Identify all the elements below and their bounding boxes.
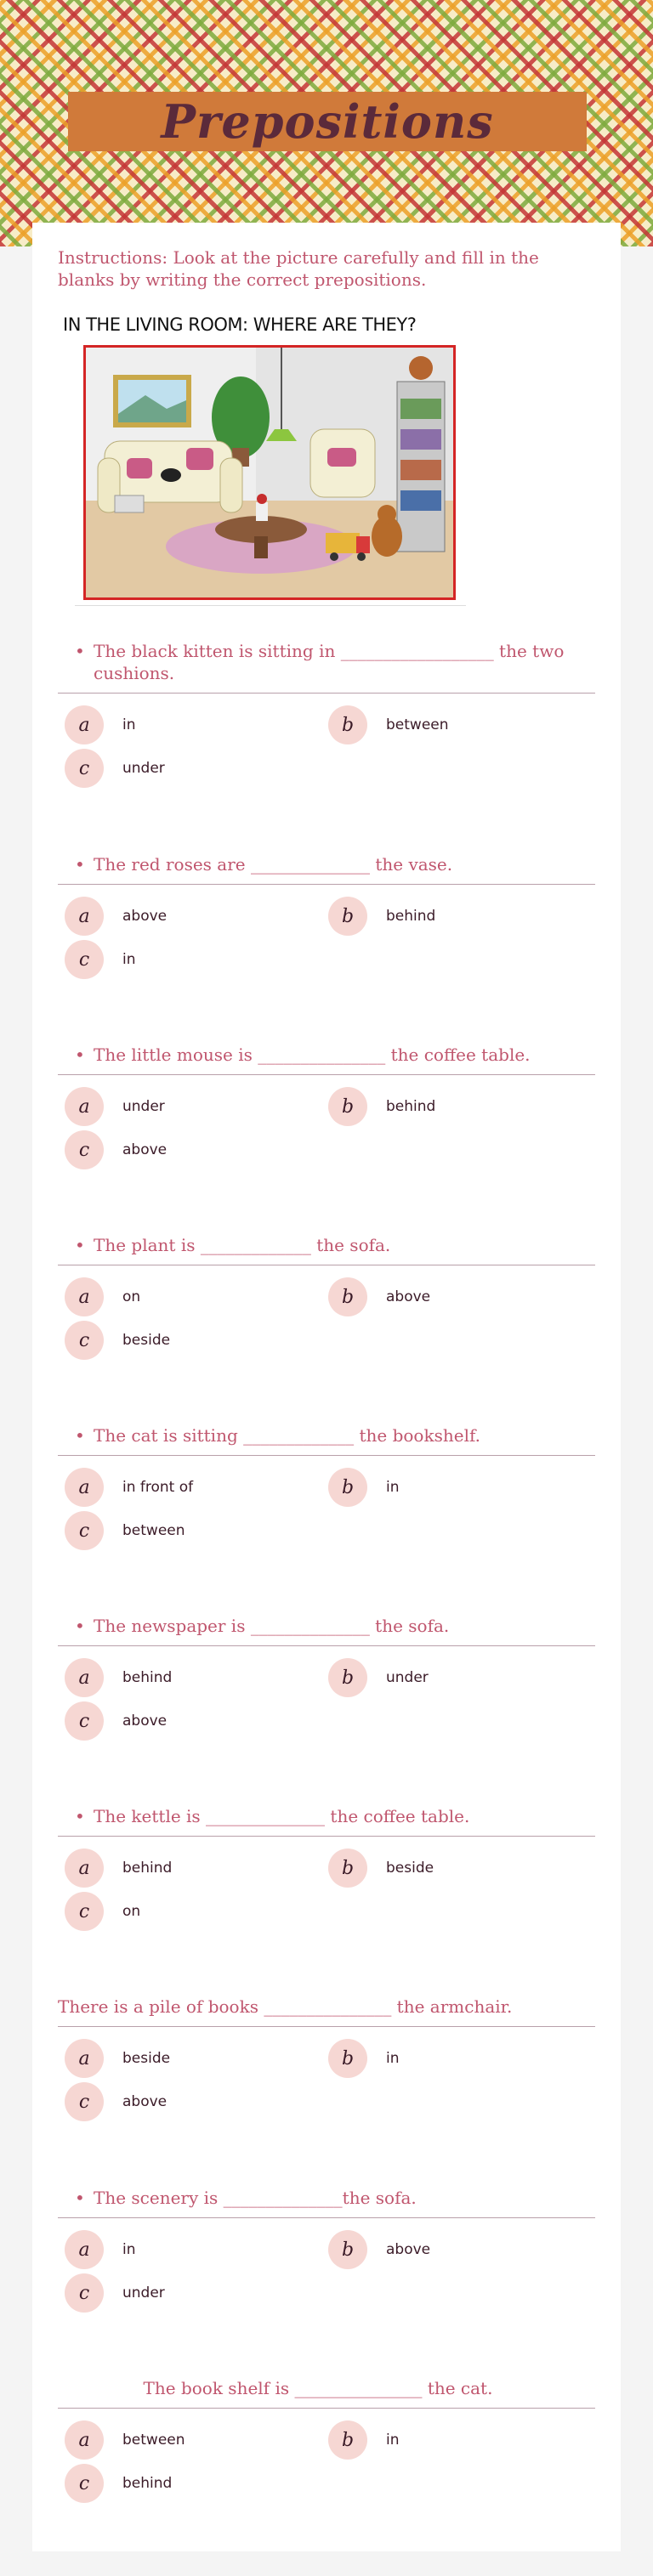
worksheet <box>32 223 621 2551</box>
option-c[interactable] <box>65 1511 185 1550</box>
options <box>58 694 595 787</box>
question-8 <box>58 1996 595 2120</box>
question-2 <box>58 853 595 978</box>
option-c-label: between <box>122 1522 185 1539</box>
option-c-badge: c <box>65 2464 104 2503</box>
option-b-badge: b <box>328 2230 367 2269</box>
scene-heading: IN THE LIVING ROOM: WHERE ARE THEY? <box>63 314 417 335</box>
option-c[interactable] <box>65 940 136 979</box>
living-room-illustration <box>83 345 456 600</box>
options <box>58 2027 595 2120</box>
option-b[interactable] <box>328 1658 429 1697</box>
option-b-badge: b <box>328 1848 367 1888</box>
option-b-badge: b <box>328 1468 367 1507</box>
question-10 <box>58 2377 595 2502</box>
question-1 <box>58 640 595 787</box>
option-a-badge: a <box>65 1468 104 1507</box>
option-b-label: between <box>386 716 449 733</box>
option-b[interactable] <box>328 2420 400 2460</box>
option-c-badge: c <box>65 1892 104 1931</box>
option-a-badge: a <box>65 1277 104 1316</box>
question-text: • The newspaper is ______________ the sofa. <box>58 1615 595 1637</box>
option-c-label: beside <box>122 1332 171 1349</box>
option-b-badge: b <box>328 705 367 744</box>
option-c-badge: c <box>65 1701 104 1741</box>
options <box>58 1456 595 1549</box>
option-b-badge: b <box>328 1087 367 1126</box>
option-a-badge: a <box>65 1087 104 1126</box>
option-a-label: behind <box>122 1669 173 1686</box>
option-c-badge: c <box>65 2082 104 2121</box>
option-a-label: in <box>122 2241 136 2258</box>
option-a[interactable] <box>65 1468 193 1507</box>
question-text: The book shelf is _______________ the cat. <box>143 2378 493 2398</box>
option-a[interactable] <box>65 705 136 744</box>
option-a-label: in <box>122 716 136 733</box>
question-text: • The cat is sitting _____________ the bookshelf. <box>58 1424 595 1447</box>
question-9 <box>58 2187 595 2312</box>
option-b[interactable] <box>328 1468 400 1507</box>
option-c-badge: c <box>65 1321 104 1360</box>
option-b-label: above <box>386 2241 431 2258</box>
living-room-picture <box>86 348 453 597</box>
question-text: • The plant is _____________ the sofa. <box>58 1234 595 1256</box>
option-c[interactable] <box>65 2464 172 2503</box>
option-a[interactable] <box>65 1658 172 1697</box>
option-a-badge: a <box>65 1848 104 1888</box>
option-b[interactable] <box>328 705 449 744</box>
question-text: • The black kitten is sitting in __________________ the two cushions. <box>58 640 595 684</box>
options <box>58 885 595 978</box>
option-a-label: in front of <box>122 1479 194 1496</box>
option-a[interactable] <box>65 1277 140 1316</box>
option-b-label: above <box>386 1288 431 1305</box>
instructions: Instructions: Look at the picture carefully and fill in the blanks by writing the correct prepositions. <box>58 247 539 290</box>
option-a[interactable] <box>65 2420 185 2460</box>
option-b[interactable] <box>328 2039 400 2078</box>
option-c-badge: c <box>65 749 104 788</box>
divider <box>75 605 466 606</box>
option-b-badge: b <box>328 1277 367 1316</box>
question-3 <box>58 1044 595 1169</box>
option-c-badge: c <box>65 1511 104 1550</box>
option-b[interactable] <box>328 1087 435 1126</box>
option-a-badge: a <box>65 1658 104 1697</box>
option-b-badge: b <box>328 2039 367 2078</box>
option-b-badge: b <box>328 1658 367 1697</box>
question-text: There is a pile of books _______________ the armchair. <box>58 1996 513 2017</box>
option-a-label: beside <box>122 2050 171 2067</box>
option-c[interactable] <box>65 2273 165 2313</box>
option-a[interactable] <box>65 1087 165 1126</box>
option-a-badge: a <box>65 705 104 744</box>
question-4 <box>58 1234 595 1359</box>
option-c[interactable] <box>65 1321 170 1360</box>
options <box>58 2218 595 2312</box>
options <box>58 1646 595 1740</box>
question-text: • The kettle is ______________ the coffee table. <box>58 1805 595 1827</box>
title-bar <box>68 92 587 151</box>
question-text: • The scenery is ______________the sofa. <box>58 2187 595 2209</box>
option-a-label: above <box>122 908 168 925</box>
option-c-label: in <box>122 951 136 968</box>
page-title: Prepositions <box>161 94 494 149</box>
question-text: • The red roses are ______________ the vase. <box>58 853 595 875</box>
option-b-label: beside <box>386 1860 434 1877</box>
option-c[interactable] <box>65 2082 167 2121</box>
option-b-label: in <box>386 1479 400 1496</box>
option-b[interactable] <box>328 897 435 936</box>
option-a[interactable] <box>65 1848 172 1888</box>
option-c-label: above <box>122 1713 168 1730</box>
option-c[interactable] <box>65 1130 167 1169</box>
question-text: • The little mouse is _______________ the coffee table. <box>58 1044 595 1066</box>
option-b-badge: b <box>328 2420 367 2460</box>
question-6 <box>58 1615 595 1740</box>
option-c-badge: c <box>65 2273 104 2313</box>
option-a-label: behind <box>122 1860 173 1877</box>
option-b-label: behind <box>386 908 436 925</box>
option-b[interactable] <box>328 1277 430 1316</box>
option-a-label: under <box>122 1098 165 1115</box>
option-a-badge: a <box>65 897 104 936</box>
option-a[interactable] <box>65 2039 170 2078</box>
option-c-badge: c <box>65 1130 104 1169</box>
option-c[interactable] <box>65 1701 167 1741</box>
option-b-label: under <box>386 1669 429 1686</box>
option-c-label: on <box>122 1903 141 1920</box>
option-c[interactable] <box>65 749 165 788</box>
option-c-label: above <box>122 1141 168 1158</box>
option-c-badge: c <box>65 940 104 979</box>
option-c[interactable] <box>65 1892 140 1931</box>
option-a[interactable] <box>65 897 167 936</box>
option-b-label: in <box>386 2050 400 2067</box>
option-b[interactable] <box>328 2230 430 2269</box>
option-b[interactable] <box>328 1848 434 1888</box>
option-a-label: between <box>122 2432 185 2449</box>
option-a-badge: a <box>65 2420 104 2460</box>
options <box>58 1265 595 1359</box>
option-c-label: under <box>122 2284 165 2301</box>
option-a-badge: a <box>65 2230 104 2269</box>
option-c-label: under <box>122 760 165 777</box>
question-7 <box>58 1805 595 1930</box>
option-b-label: behind <box>386 1098 436 1115</box>
option-c-label: above <box>122 2093 168 2110</box>
options <box>58 1075 595 1169</box>
options <box>58 1837 595 1930</box>
option-a[interactable] <box>65 2230 136 2269</box>
option-a-badge: a <box>65 2039 104 2078</box>
question-5 <box>58 1424 595 1549</box>
options <box>58 2409 595 2502</box>
option-a-label: on <box>122 1288 141 1305</box>
option-c-label: behind <box>122 2475 173 2492</box>
option-b-label: in <box>386 2432 400 2449</box>
option-b-badge: b <box>328 897 367 936</box>
